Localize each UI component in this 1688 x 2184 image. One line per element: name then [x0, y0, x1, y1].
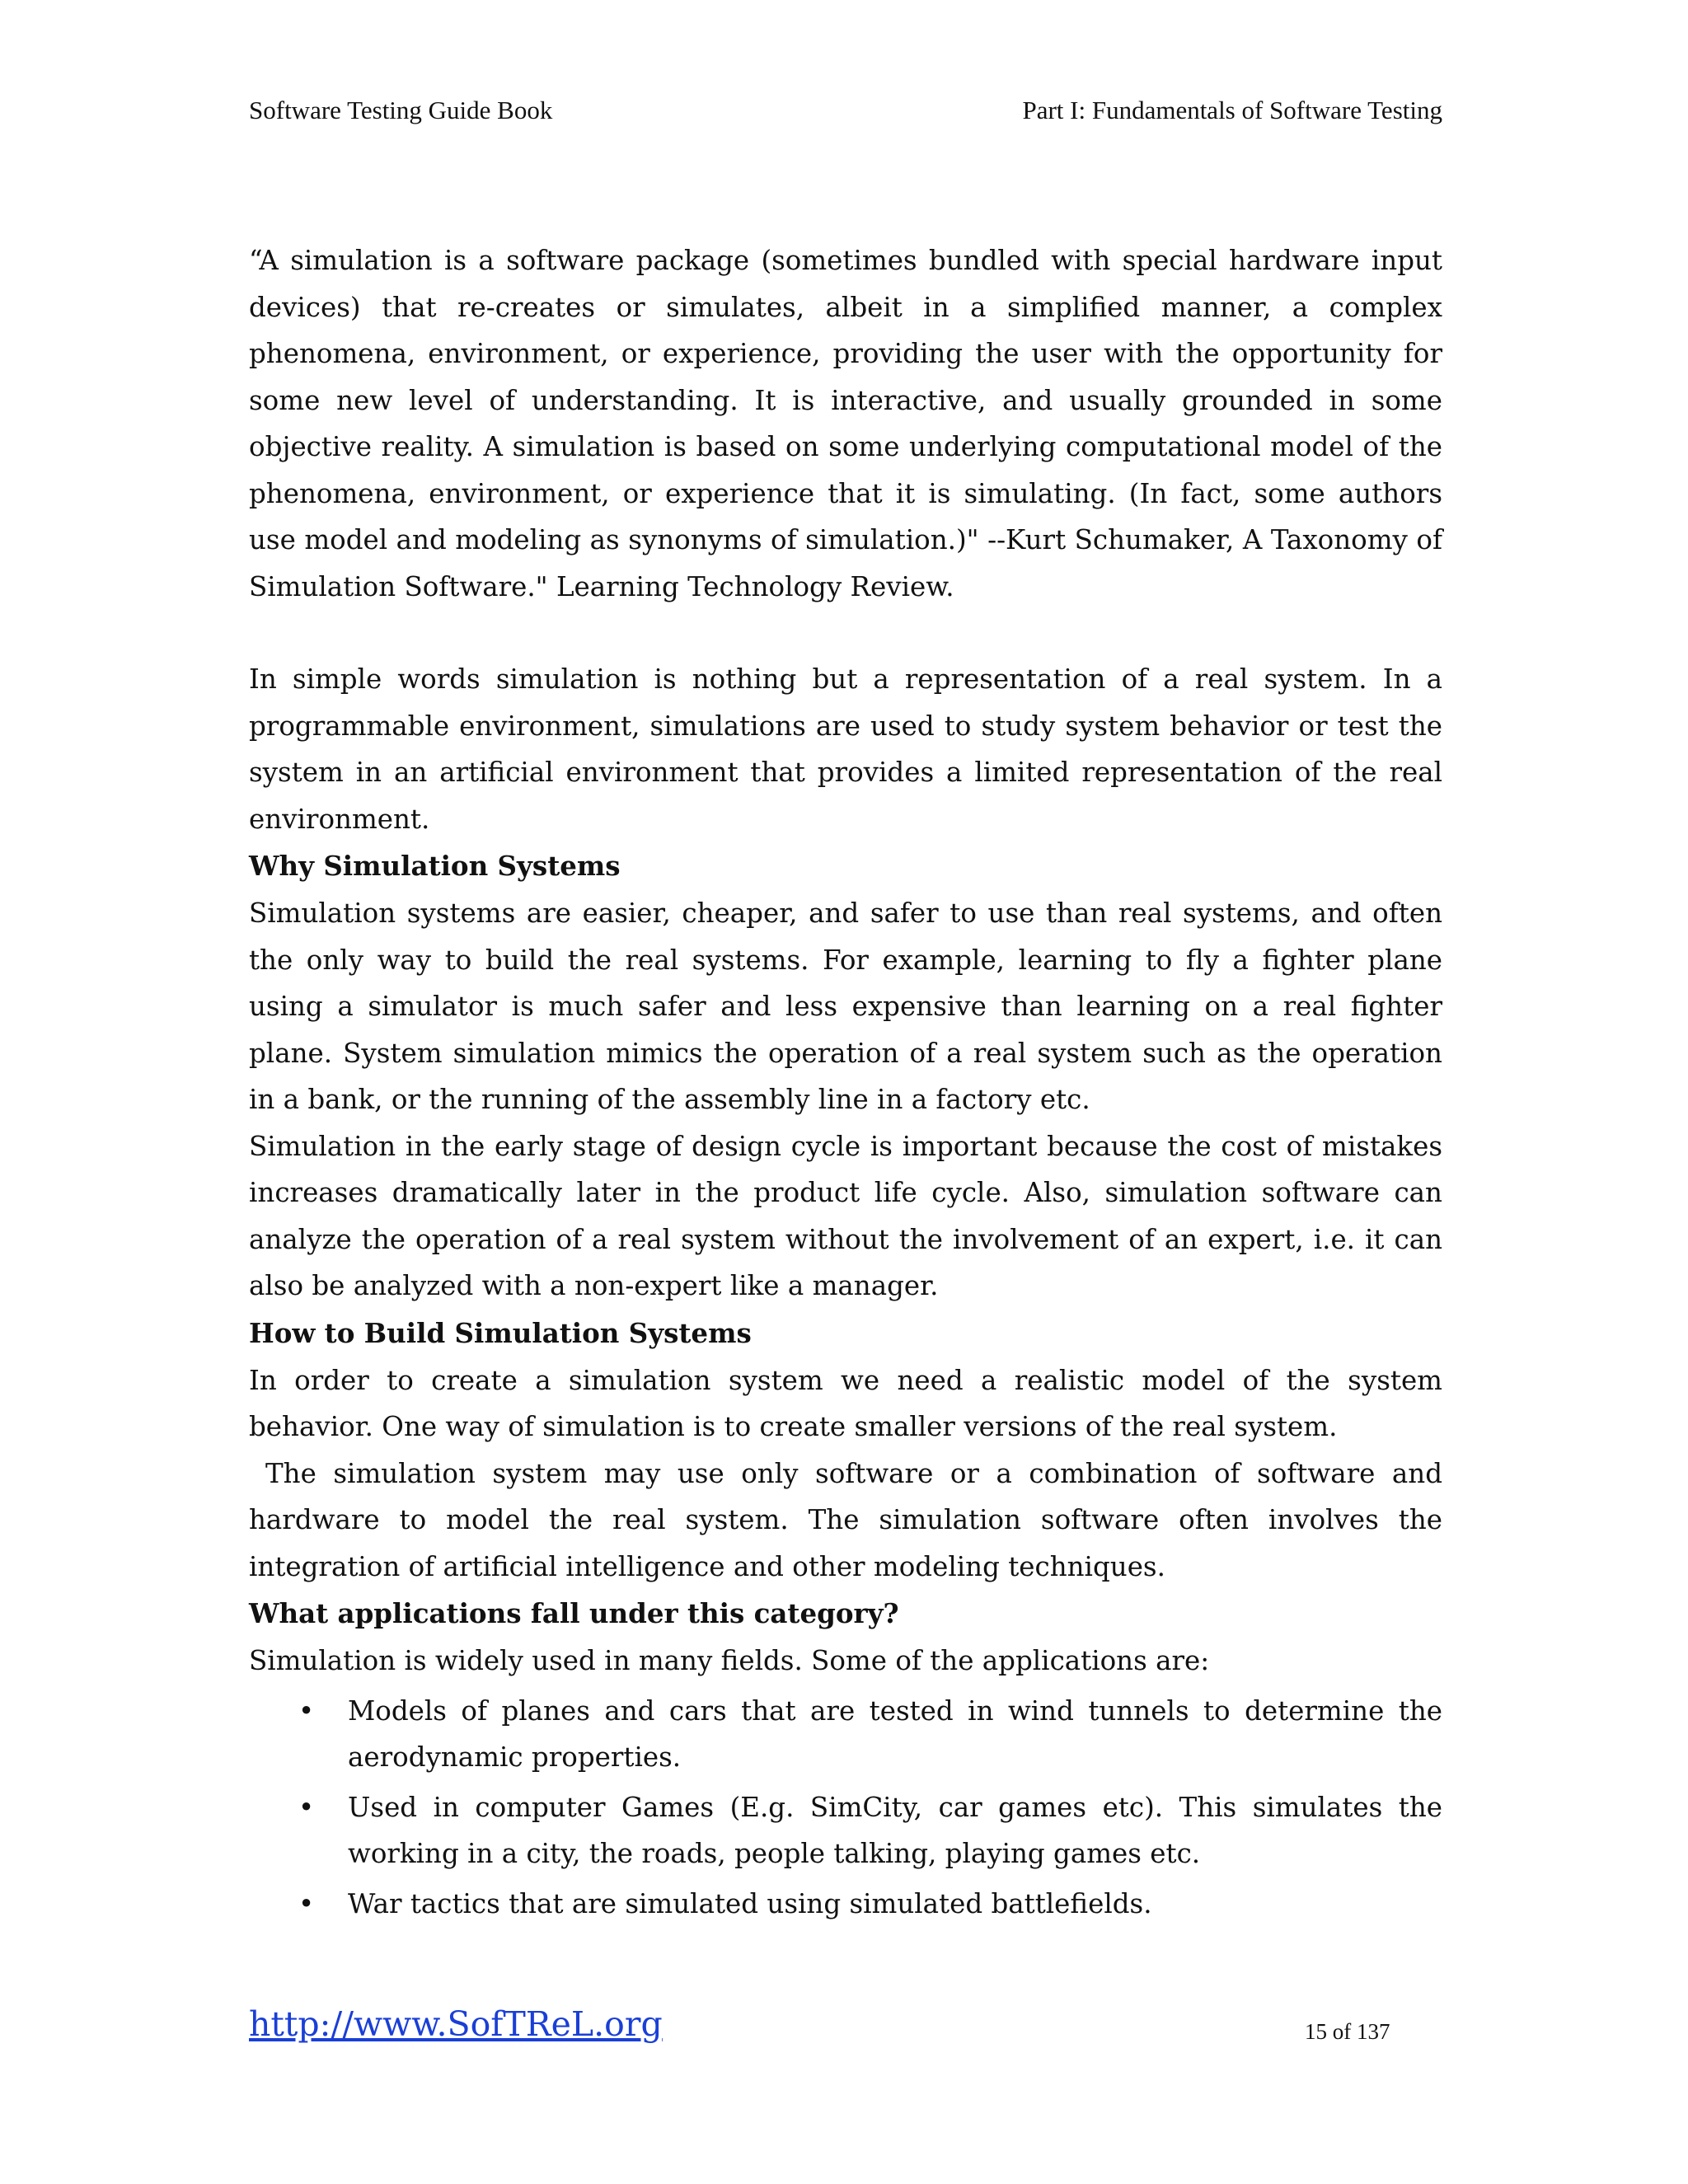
- how-paragraph-2: The simulation system may use only software or a combination of software and hardware to model the real system. The simulation software often involves the integration of artificial intelligence and other modeling techniques.: [249, 1457, 1442, 1582]
- how-paragraph-1: In order to create a simulation system we need a realistic model of the system behavior. One way of simulation is to create smaller versions of the real system.: [249, 1364, 1442, 1442]
- heading-applications: What applications fall under this category?: [249, 1597, 899, 1629]
- intro-paragraph: In simple words simulation is nothing but a representation of a real system. In a programmable environment, simulations are used to study system behavior or test the system in an artificial environment that provides a limited representation of the real environment.: [249, 663, 1442, 835]
- page-header: [249, 96, 1442, 132]
- heading-how-to-build: How to Build Simulation Systems: [249, 1316, 752, 1349]
- bullet-icon: •: [298, 1791, 315, 1823]
- list-item: [249, 1784, 1442, 1877]
- heading-why-simulation: Why Simulation Systems: [249, 850, 621, 882]
- list-item: [249, 1881, 1442, 1928]
- bullet-icon: •: [298, 1887, 315, 1919]
- applications-intro: Simulation is widely used in many fields. Some of the applications are:: [249, 1645, 1210, 1676]
- quote-paragraph: “A simulation is a software package (sometimes bundled with special hardware input devices) that re-creates or simulates, albeit in a simplified manner, a complex phenomena, environment, or experience, providing the user with the opportunity for some new level of understanding. It is interactive, and usually grounded in some objective reality. A simulation is based on some underlying computational model of the phenomena, environment, or experience that it is simulating. (In fact, some authors use model and modeling as synonyms of simulation.)" --Kurt Schumaker, A Taxonomy of Simulation Software." Learning Technology Review.: [249, 245, 1442, 602]
- list-item-text: Used in computer Games (E.g. SimCity, car games etc). This simulates the working in a city, the roads, people talking, playing games etc.: [348, 1791, 1442, 1869]
- part-title: Part I: Fundamentals of Software Testing: [1022, 96, 1442, 124]
- list-item-text: War tactics that are simulated using simulated battlefields.: [348, 1887, 1152, 1919]
- list-item-text: Models of planes and cars that are tested in wind tunnels to determine the aerodynamic properties.: [348, 1694, 1442, 1773]
- why-paragraph-1: Simulation systems are easier, cheaper, and safer to use than real systems, and often the only way to build the real systems. For example, learning to fly a fighter plane using a simulator is much safer and less expensive than learning on a real fighter plane. System simulation mimics the operation of a real system such as the operation in a bank, or the running of the assembly line in a factory etc.: [249, 898, 1442, 1115]
- book-title: Software Testing Guide Book: [249, 96, 553, 124]
- why-paragraph-2: Simulation in the early stage of design cycle is important because the cost of mistakes increases dramatically later in the product life cycle. Also, simulation software can analyze the operation of a real system without the involvement of an expert, i.e. it can also be analyzed with a non-expert like a manager.: [249, 1130, 1442, 1301]
- bullet-icon: •: [298, 1694, 315, 1727]
- applications-list: [249, 1688, 1442, 1928]
- list-item: [249, 1688, 1442, 1781]
- page-number: 15 of 137: [1305, 2019, 1390, 2044]
- paragraph-gap: [249, 610, 1442, 656]
- page-content: [249, 237, 1442, 1927]
- footer-website-link[interactable]: http://www.SofTReL.org: [249, 2004, 663, 2044]
